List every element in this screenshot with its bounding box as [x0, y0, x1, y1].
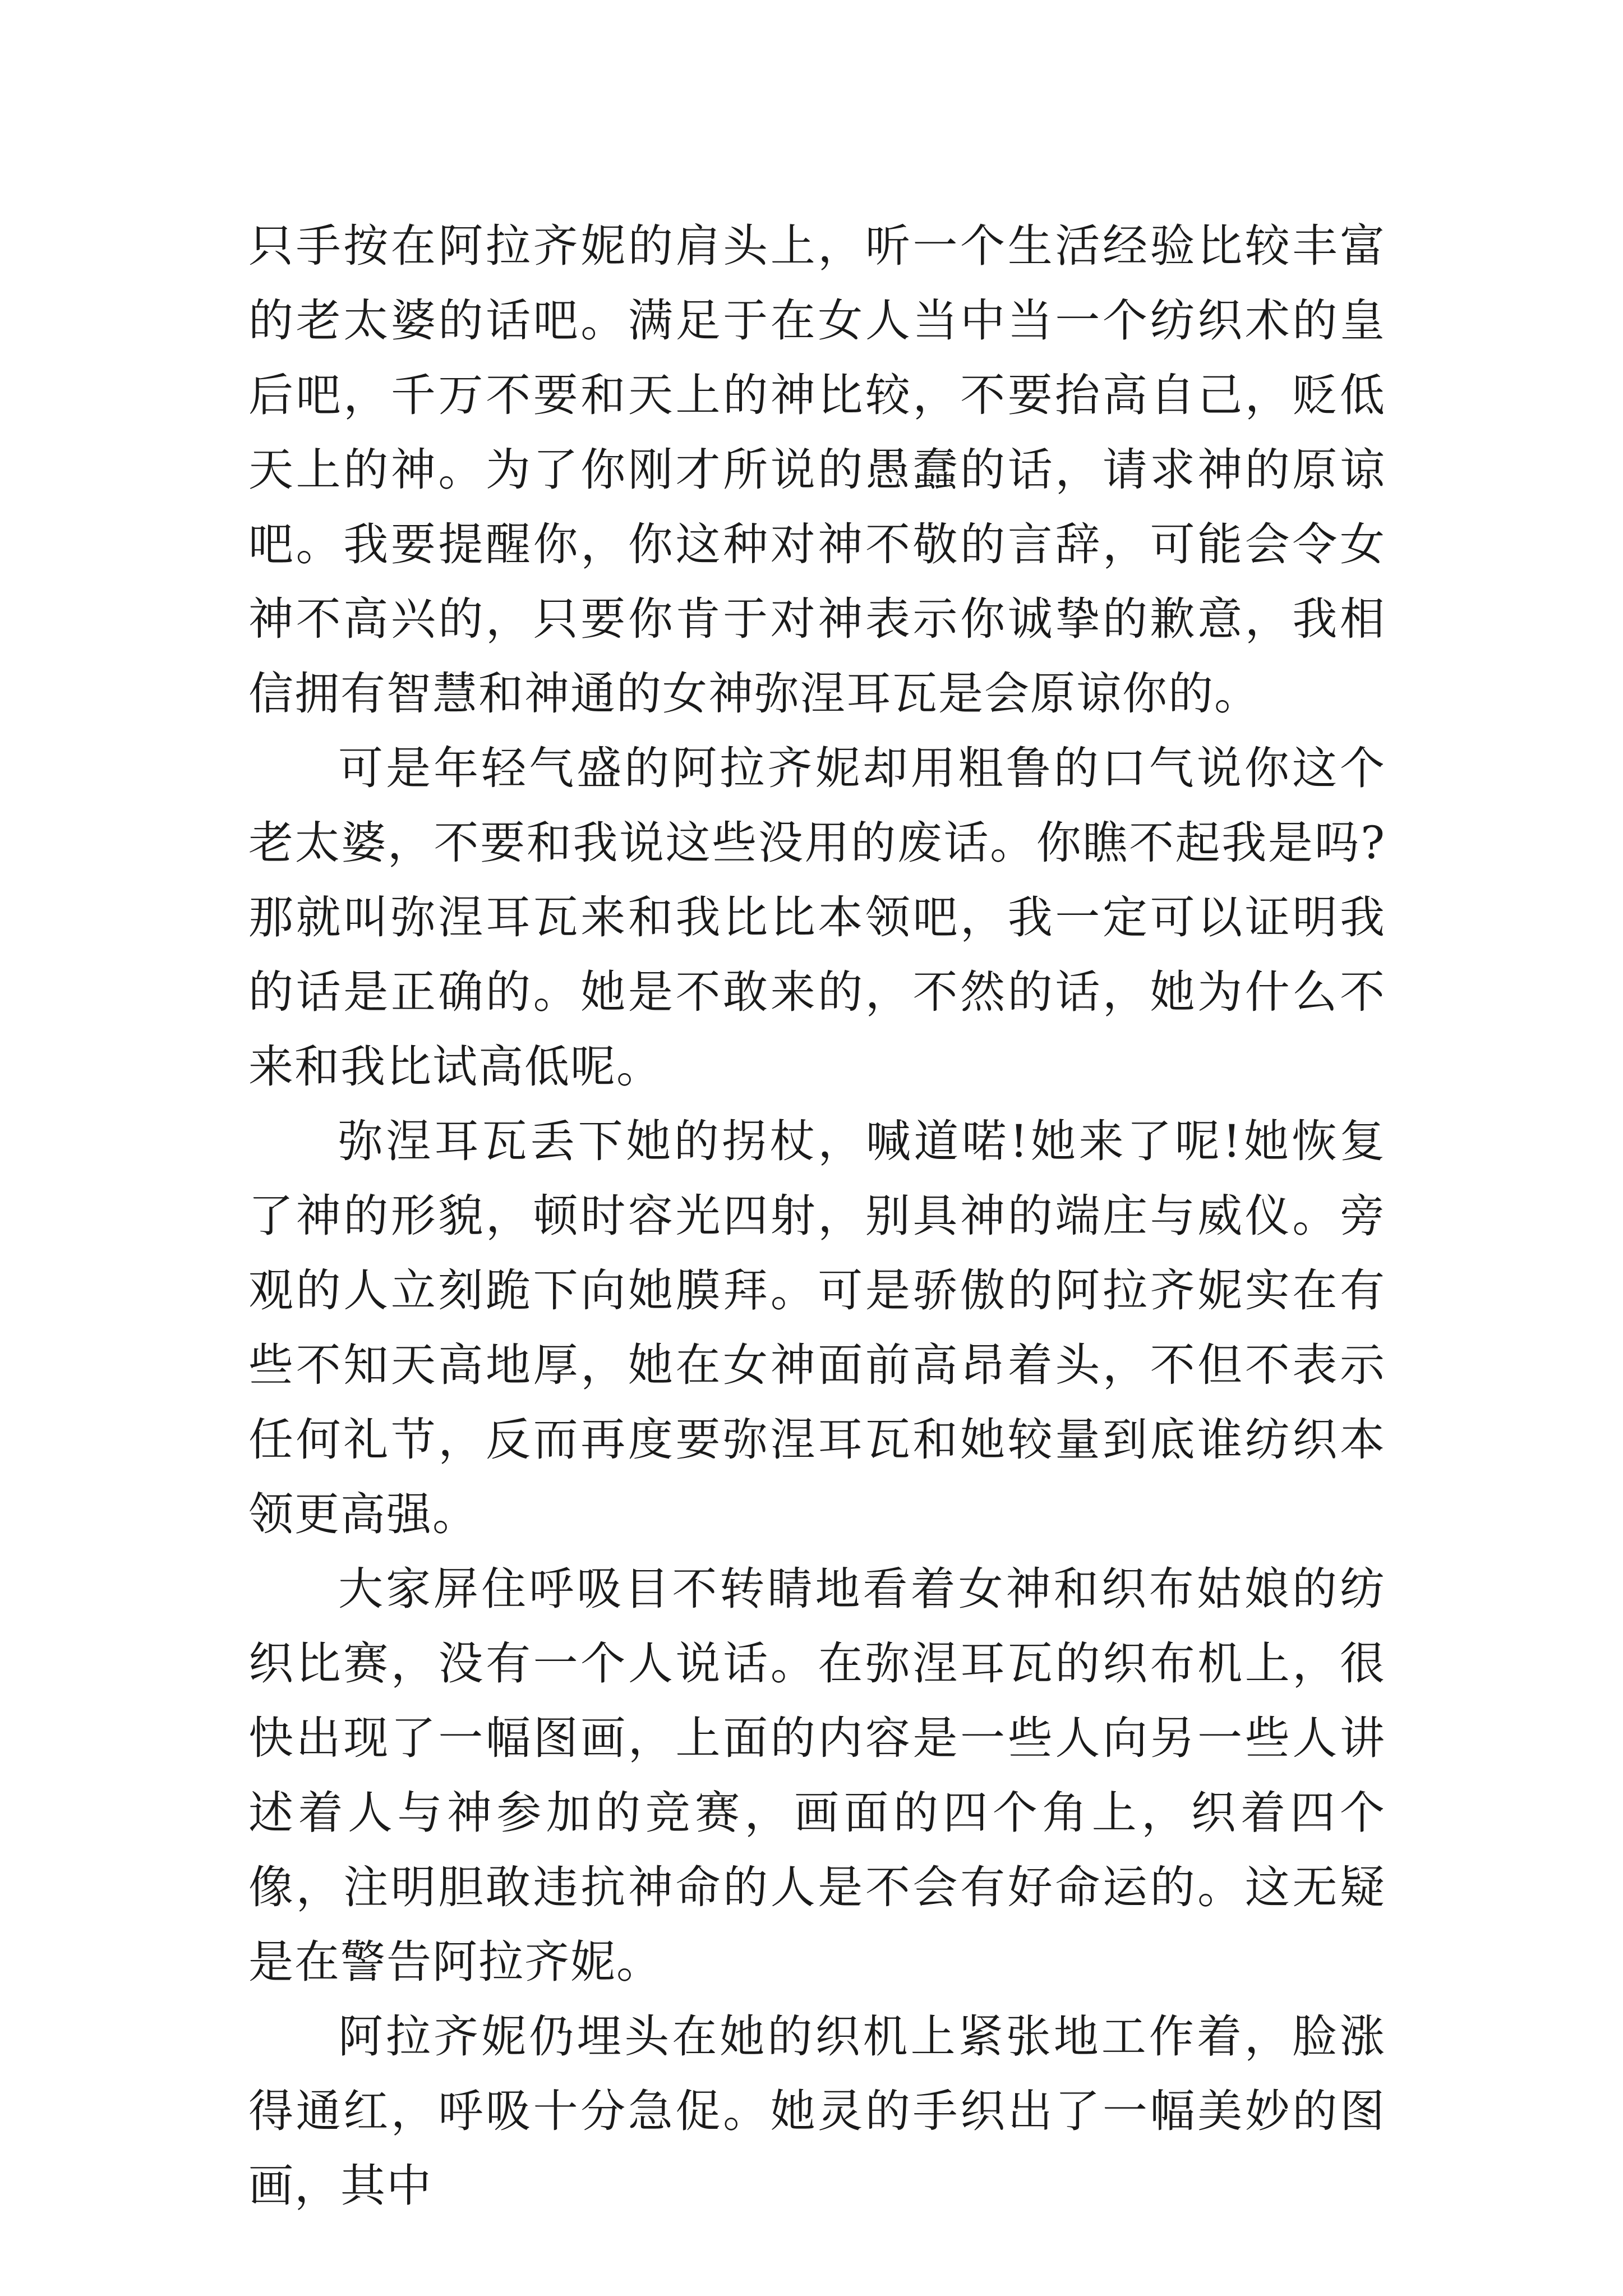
paragraph-4: 大家屏住呼吸目不转睛地看着女神和织布姑娘的纺织比赛，没有一个人说话。在弥涅耳瓦的织布机上，很快出现了一幅图画，上面的内容是一些人向另一些人讲述着人与神参加的竞赛，画面的四个角上，织着四个像，注明胆敢违抗神命的人是不会有好命运的。这无疑是在警告阿拉齐妮。 [248, 1563, 1386, 1988]
paragraph-3: 弥涅耳瓦丢下她的拐杖，喊道喏!她来了呢!她恢复了神的形貌，顿时容光四射，别具神的端庄与威仪。旁观的人立刻跪下向她膜拜。可是骄傲的阿拉齐妮实在有些不知天高地厚，她在女神面前高昂着头，不但不表示任何礼节，反而再度要弥涅耳瓦和她较量到底谁纺织本领更高强。 [248, 1115, 1386, 1540]
body-text [248, 209, 1386, 2223]
paragraph-5: 阿拉齐妮仍埋头在她的织机上紧张地工作着，脸涨得通红，呼吸十分急促。她灵的手织出了一幅美妙的图画，其中 [248, 2010, 1386, 2212]
paragraph-1: 只手按在阿拉齐妮的肩头上，听一个生活经验比较丰富的老太婆的话吧。满足于在女人当中当一个纺织术的皇后吧，千万不要和天上的神比较，不要抬高自己，贬低天上的神。为了你刚才所说的愚蠢的话，请求神的原谅吧。我要提醒你，你这种对神不敬的言辞，可能会令女神不高兴的，只要你肯于对神表示你诚挚的歉意，我相信拥有智慧和神通的女神弥涅耳瓦是会原谅你的。 [248, 220, 1386, 720]
paragraph-2: 可是年轻气盛的阿拉齐妮却用粗鲁的口气说你这个老太婆，不要和我说这些没用的废话。你瞧不起我是吗?那就叫弥涅耳瓦来和我比比本领吧，我一定可以证明我的话是正确的。她是不敢来的，不然的话，她为什么不来和我比试高低呢。 [248, 742, 1386, 1093]
